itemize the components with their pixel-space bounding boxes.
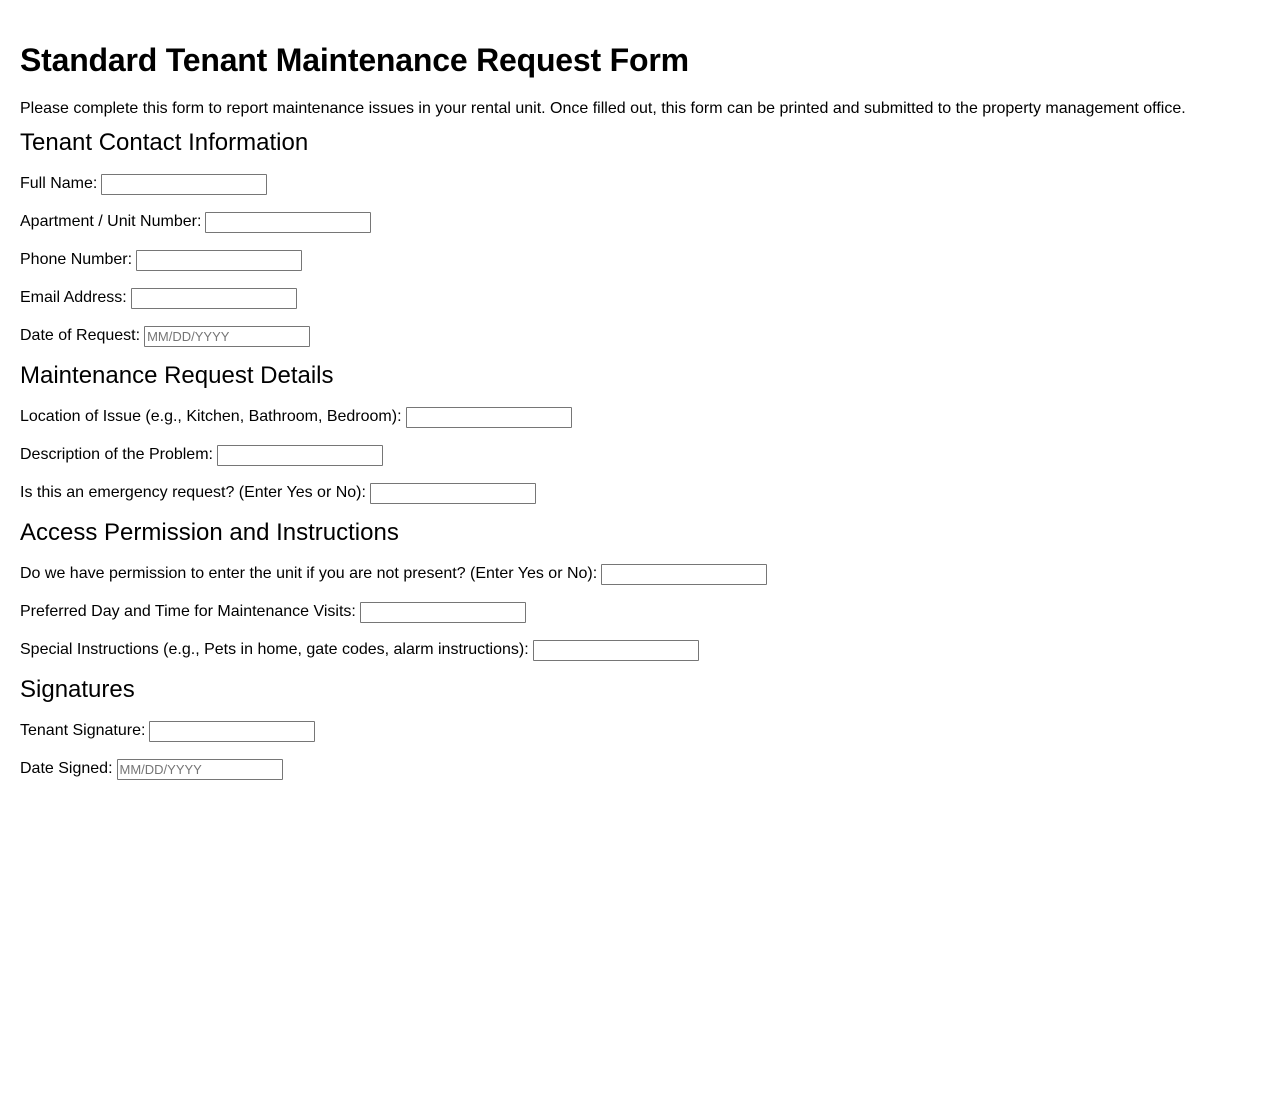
request-date-input[interactable]	[144, 326, 310, 347]
request-date-label: Date of Request:	[20, 327, 141, 344]
unit-number-label: Apartment / Unit Number:	[20, 213, 202, 230]
field-issue-location	[20, 406, 1242, 428]
page-title: Standard Tenant Maintenance Request Form	[20, 42, 689, 78]
section-tenant-contact	[20, 129, 1242, 347]
email-input[interactable]	[131, 288, 297, 309]
section-title: Maintenance Request Details	[20, 362, 334, 389]
tenant-signature-label: Tenant Signature:	[20, 722, 146, 739]
special-instructions-label: Special Instructions (e.g., Pets in home, gate codes, alarm instructions):	[20, 641, 529, 658]
issue-location-label: Location of Issue (e.g., Kitchen, Bathroom, Bedroom):	[20, 408, 402, 425]
field-phone	[20, 249, 1242, 271]
emergency-label: Is this an emergency request? (Enter Yes or No):	[20, 484, 366, 501]
section-signatures	[20, 676, 1242, 780]
preferred-time-label: Preferred Day and Time for Maintenance Visits:	[20, 603, 356, 620]
field-list	[20, 720, 1242, 780]
field-email	[20, 287, 1242, 309]
field-problem-description	[20, 444, 1242, 466]
section-title: Tenant Contact Information	[20, 129, 309, 156]
section-request-details	[20, 362, 1242, 504]
special-instructions-input[interactable]	[533, 640, 699, 661]
field-emergency	[20, 482, 1242, 504]
tenant-signature-input[interactable]	[149, 721, 315, 742]
email-label: Email Address:	[20, 289, 127, 306]
field-full-name	[20, 173, 1242, 195]
field-list	[20, 173, 1242, 347]
date-signed-input[interactable]	[117, 759, 283, 780]
preferred-time-input[interactable]	[360, 602, 526, 623]
unit-number-input[interactable]	[205, 212, 371, 233]
field-preferred-time	[20, 601, 1242, 623]
field-unit-number	[20, 211, 1242, 233]
phone-label: Phone Number:	[20, 251, 133, 268]
phone-input[interactable]	[136, 250, 302, 271]
section-access-permission	[20, 519, 1242, 661]
field-date-signed	[20, 758, 1242, 780]
full-name-label: Full Name:	[20, 175, 98, 192]
entry-permission-input[interactable]	[601, 564, 767, 585]
form-intro: Please complete this form to report maintenance issues in your rental unit. Once filled out, this form can be printed and submitted to the property management office.	[20, 100, 1186, 117]
section-title: Access Permission and Instructions	[20, 519, 399, 546]
field-request-date	[20, 325, 1242, 347]
problem-description-label: Description of the Problem:	[20, 446, 213, 463]
field-tenant-signature	[20, 720, 1242, 742]
full-name-input[interactable]	[101, 174, 267, 195]
field-list	[20, 563, 1242, 661]
field-list	[20, 406, 1242, 504]
issue-location-input[interactable]	[406, 407, 572, 428]
field-special-instructions	[20, 639, 1242, 661]
section-title: Signatures	[20, 676, 135, 703]
field-entry-permission	[20, 563, 1242, 585]
emergency-input[interactable]	[370, 483, 536, 504]
entry-permission-label: Do we have permission to enter the unit if you are not present? (Enter Yes or No):	[20, 565, 598, 582]
problem-description-input[interactable]	[217, 445, 383, 466]
date-signed-label: Date Signed:	[20, 760, 113, 777]
